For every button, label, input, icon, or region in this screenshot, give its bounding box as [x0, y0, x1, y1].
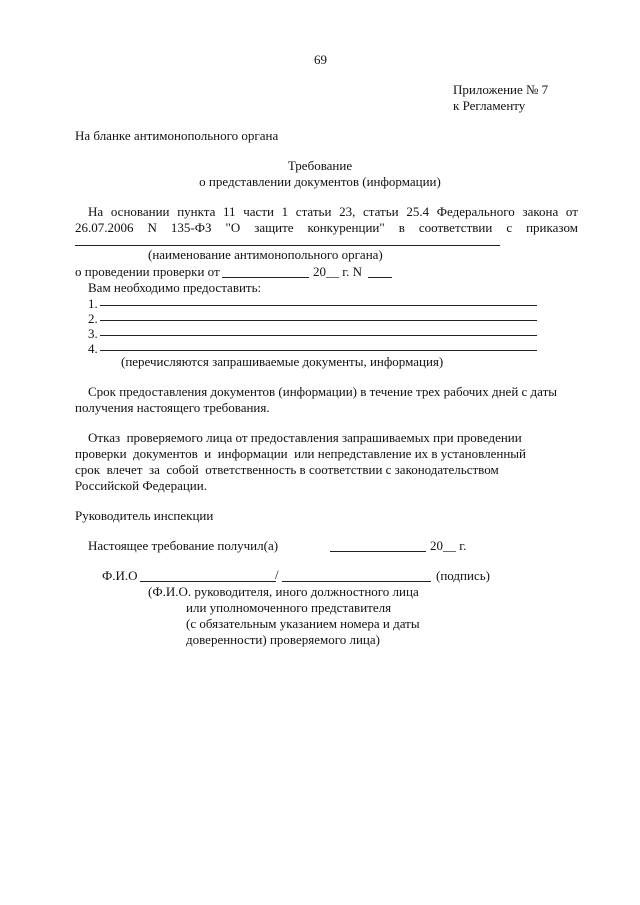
- basis-word: с: [506, 220, 513, 235]
- deadline-line-2: получения настоящего требования.: [75, 400, 270, 415]
- received-date-fill-line: [330, 551, 426, 552]
- list-item-fill-line: [100, 350, 537, 351]
- deadline-line-1: Срок предоставления документов (информации) в течение трех рабочих дней с даты: [88, 384, 558, 399]
- org-name-fill-line: [75, 245, 500, 246]
- fio-label: Ф.И.О: [102, 568, 138, 583]
- received-label: Настоящее требование получил(а): [88, 538, 279, 553]
- document-title: Требование: [287, 158, 353, 173]
- refusal-line-4: Российской Федерации.: [75, 478, 207, 493]
- basis-word: части: [243, 204, 274, 219]
- inspection-date-label: о проведении проверки от: [75, 264, 220, 279]
- basis-word: 23,: [339, 204, 356, 219]
- signature-fill-line: [282, 581, 431, 582]
- list-item-number: 3.: [88, 326, 98, 341]
- basis-word: конкуренции": [307, 220, 385, 235]
- inspection-number-fill-line: [368, 277, 392, 278]
- appendix-regulation: к Регламенту: [453, 98, 526, 113]
- basis-word: 1: [281, 204, 289, 219]
- basis-word: приказом: [526, 220, 578, 235]
- refusal-line-1: Отказ проверяемого лица от предоставления запрашиваемых при проведении: [88, 430, 522, 445]
- received-year: 20__ г.: [430, 538, 467, 553]
- org-name-caption: (наименование антимонопольного органа): [148, 247, 383, 262]
- basis-word: Федерального: [436, 204, 515, 219]
- basis-word: от: [565, 204, 578, 219]
- fio-caption-line-3: (с обязательным указанием номера и даты: [186, 616, 420, 631]
- basis-word: 26.07.2006: [75, 220, 134, 235]
- need-to-provide: Вам необходимо предоставить:: [88, 280, 262, 295]
- basis-word: соответствии: [418, 220, 493, 235]
- inspection-number-label: 20__ г. N: [313, 264, 363, 279]
- basis-line-2: [75, 220, 578, 236]
- basis-word: N: [147, 220, 157, 235]
- basis-word: защите: [254, 220, 294, 235]
- basis-word: статьи: [363, 204, 399, 219]
- basis-line-1: [88, 204, 578, 220]
- basis-word: 25.4: [406, 204, 430, 219]
- basis-word: статьи: [295, 204, 332, 219]
- fio-caption-line-2: или уполномоченного представителя: [186, 600, 392, 615]
- refusal-line-2: проверки документов и информации или непредставление их в установленный: [75, 446, 526, 461]
- basis-word: На: [88, 204, 104, 219]
- list-item-fill-line: [100, 305, 537, 306]
- fio-caption-line-4: доверенности) проверяемого лица): [186, 632, 380, 647]
- list-item-number: 4.: [88, 341, 98, 356]
- basis-word: пункта: [177, 204, 216, 219]
- basis-word: закона: [522, 204, 559, 219]
- page-number: 69: [314, 52, 327, 67]
- head-of-inspection: Руководитель инспекции: [75, 508, 214, 523]
- basis-word: основании: [110, 204, 170, 219]
- fio-fill-line: [140, 581, 276, 582]
- basis-word: 11: [223, 204, 236, 219]
- fio-slash: /: [275, 567, 279, 582]
- inspection-date-fill-line: [222, 277, 309, 278]
- list-item-number: 1.: [88, 296, 98, 311]
- document-subtitle: о представлении документов (информации): [199, 174, 441, 189]
- signature-label: (подпись): [436, 568, 490, 583]
- basis-word: 135-ФЗ: [170, 220, 212, 235]
- list-item-fill-line: [100, 335, 537, 336]
- list-item-number: 2.: [88, 311, 98, 326]
- list-item-fill-line: [100, 320, 537, 321]
- list-caption: (перечисляются запрашиваемые документы, информация): [121, 354, 444, 369]
- fio-caption-line-1: (Ф.И.О. руководителя, иного должностного лица: [148, 584, 419, 599]
- basis-word: "О: [225, 220, 241, 235]
- refusal-line-3: срок влечет за собой ответственность в соответствии с законодательством: [75, 462, 499, 477]
- letterhead-note: На бланке антимонопольного органа: [75, 128, 279, 143]
- basis-word: в: [398, 220, 405, 235]
- appendix-number: Приложение № 7: [453, 82, 549, 97]
